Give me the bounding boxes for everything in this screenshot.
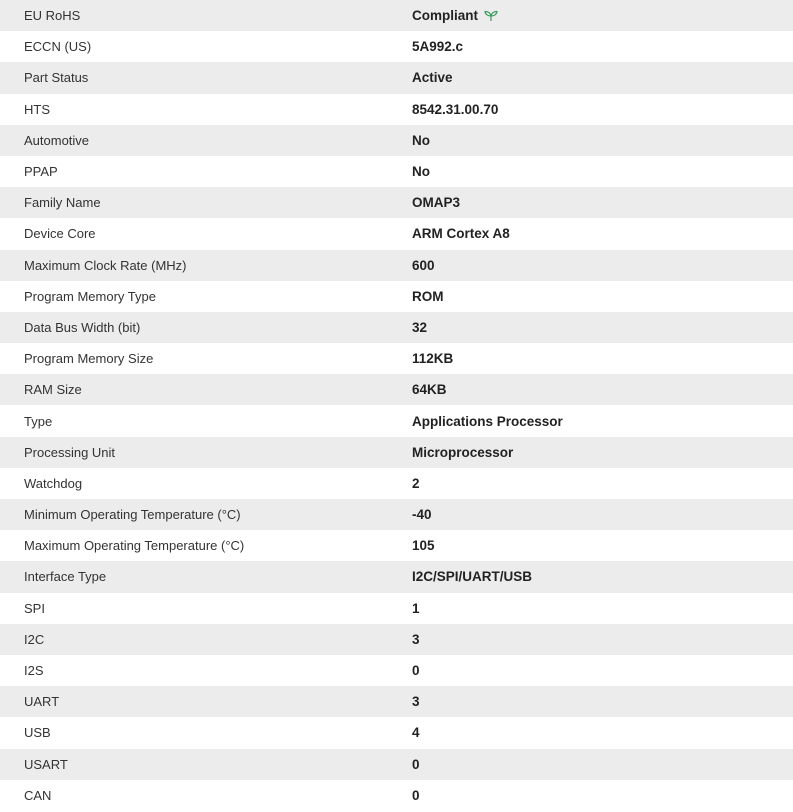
spec-value: Active [412, 70, 453, 86]
spec-value: Applications Processor [412, 413, 563, 429]
spec-value-cell [412, 530, 793, 561]
spec-row [0, 187, 793, 218]
spec-label: SPI [0, 593, 412, 624]
spec-value-cell [412, 125, 793, 156]
spec-row [0, 31, 793, 62]
spec-value-cell [412, 749, 793, 780]
spec-row [0, 468, 793, 499]
spec-value-cell [412, 686, 793, 717]
spec-value-cell [412, 468, 793, 499]
spec-value: I2C/SPI/UART/USB [412, 569, 533, 585]
spec-label: EU RoHS [0, 0, 412, 31]
spec-row [0, 624, 793, 655]
spec-label: Maximum Clock Rate (MHz) [0, 250, 412, 281]
spec-value-cell [412, 0, 793, 31]
spec-value-cell [412, 156, 793, 187]
spec-value-cell [412, 499, 793, 530]
spec-value-cell [412, 780, 793, 811]
spec-value: 0 [412, 756, 420, 772]
spec-value-cell [412, 281, 793, 312]
spec-label: Processing Unit [0, 437, 412, 468]
spec-label: CAN [0, 780, 412, 811]
spec-value: ROM [412, 288, 444, 304]
spec-row [0, 312, 793, 343]
spec-label: UART [0, 686, 412, 717]
spec-label: Watchdog [0, 468, 412, 499]
spec-row [0, 686, 793, 717]
spec-value-cell [412, 187, 793, 218]
spec-row [0, 561, 793, 592]
spec-row [0, 125, 793, 156]
spec-value-cell [412, 593, 793, 624]
spec-value: 5A992.c [412, 39, 464, 55]
spec-label: Data Bus Width (bit) [0, 312, 412, 343]
spec-row [0, 250, 793, 281]
spec-value: 105 [412, 538, 435, 554]
spec-row [0, 717, 793, 748]
spec-row [0, 749, 793, 780]
spec-label: USB [0, 717, 412, 748]
spec-label: Interface Type [0, 561, 412, 592]
spec-value: ARM Cortex A8 [412, 226, 510, 242]
spec-label: Type [0, 405, 412, 436]
spec-row [0, 62, 793, 93]
spec-value-cell [412, 405, 793, 436]
spec-label: Program Memory Type [0, 281, 412, 312]
spec-row [0, 593, 793, 624]
spec-row [0, 780, 793, 811]
spec-value: 0 [412, 787, 420, 803]
spec-label: Program Memory Size [0, 343, 412, 374]
spec-value: OMAP3 [412, 195, 461, 211]
spec-label: HTS [0, 94, 412, 125]
spec-value-cell [412, 717, 793, 748]
spec-value-cell [412, 31, 793, 62]
spec-row [0, 405, 793, 436]
spec-value: No [412, 164, 430, 180]
spec-row [0, 499, 793, 530]
spec-label: Part Status [0, 62, 412, 93]
spec-value-cell [412, 343, 793, 374]
spec-value-cell [412, 62, 793, 93]
spec-row [0, 655, 793, 686]
spec-value: 0 [412, 663, 420, 679]
spec-label: Device Core [0, 218, 412, 249]
spec-label: RAM Size [0, 374, 412, 405]
spec-row [0, 218, 793, 249]
spec-row [0, 94, 793, 125]
spec-value: No [412, 132, 430, 148]
spec-value-cell [412, 218, 793, 249]
spec-row [0, 530, 793, 561]
spec-label: Maximum Operating Temperature (°C) [0, 530, 412, 561]
leaf-icon [484, 10, 498, 22]
spec-value-cell [412, 437, 793, 468]
spec-value-cell [412, 94, 793, 125]
spec-label: I2S [0, 655, 412, 686]
spec-value: 3 [412, 694, 420, 710]
spec-value: 2 [412, 475, 420, 491]
spec-value: Compliant [412, 8, 478, 24]
spec-row [0, 343, 793, 374]
spec-label: Family Name [0, 187, 412, 218]
spec-label: I2C [0, 624, 412, 655]
spec-label: ECCN (US) [0, 31, 412, 62]
spec-value: 112KB [412, 351, 454, 367]
spec-row [0, 374, 793, 405]
spec-value: 1 [412, 600, 420, 616]
spec-value: Microprocessor [412, 444, 514, 460]
spec-row [0, 281, 793, 312]
spec-value: -40 [412, 507, 432, 523]
spec-value: 4 [412, 725, 420, 741]
spec-value-cell [412, 374, 793, 405]
spec-value: 8542.31.00.70 [412, 101, 499, 117]
spec-value-cell [412, 250, 793, 281]
spec-value: 600 [412, 257, 435, 273]
spec-value: 32 [412, 319, 428, 335]
spec-label: USART [0, 749, 412, 780]
spec-label: PPAP [0, 156, 412, 187]
spec-row [0, 0, 793, 31]
spec-label: Minimum Operating Temperature (°C) [0, 499, 412, 530]
spec-value-cell [412, 561, 793, 592]
spec-row [0, 437, 793, 468]
spec-value-cell [412, 624, 793, 655]
spec-value-cell [412, 655, 793, 686]
spec-label: Automotive [0, 125, 412, 156]
spec-value: 64KB [412, 382, 447, 398]
spec-value: 3 [412, 631, 420, 647]
spec-value-cell [412, 312, 793, 343]
spec-row [0, 156, 793, 187]
